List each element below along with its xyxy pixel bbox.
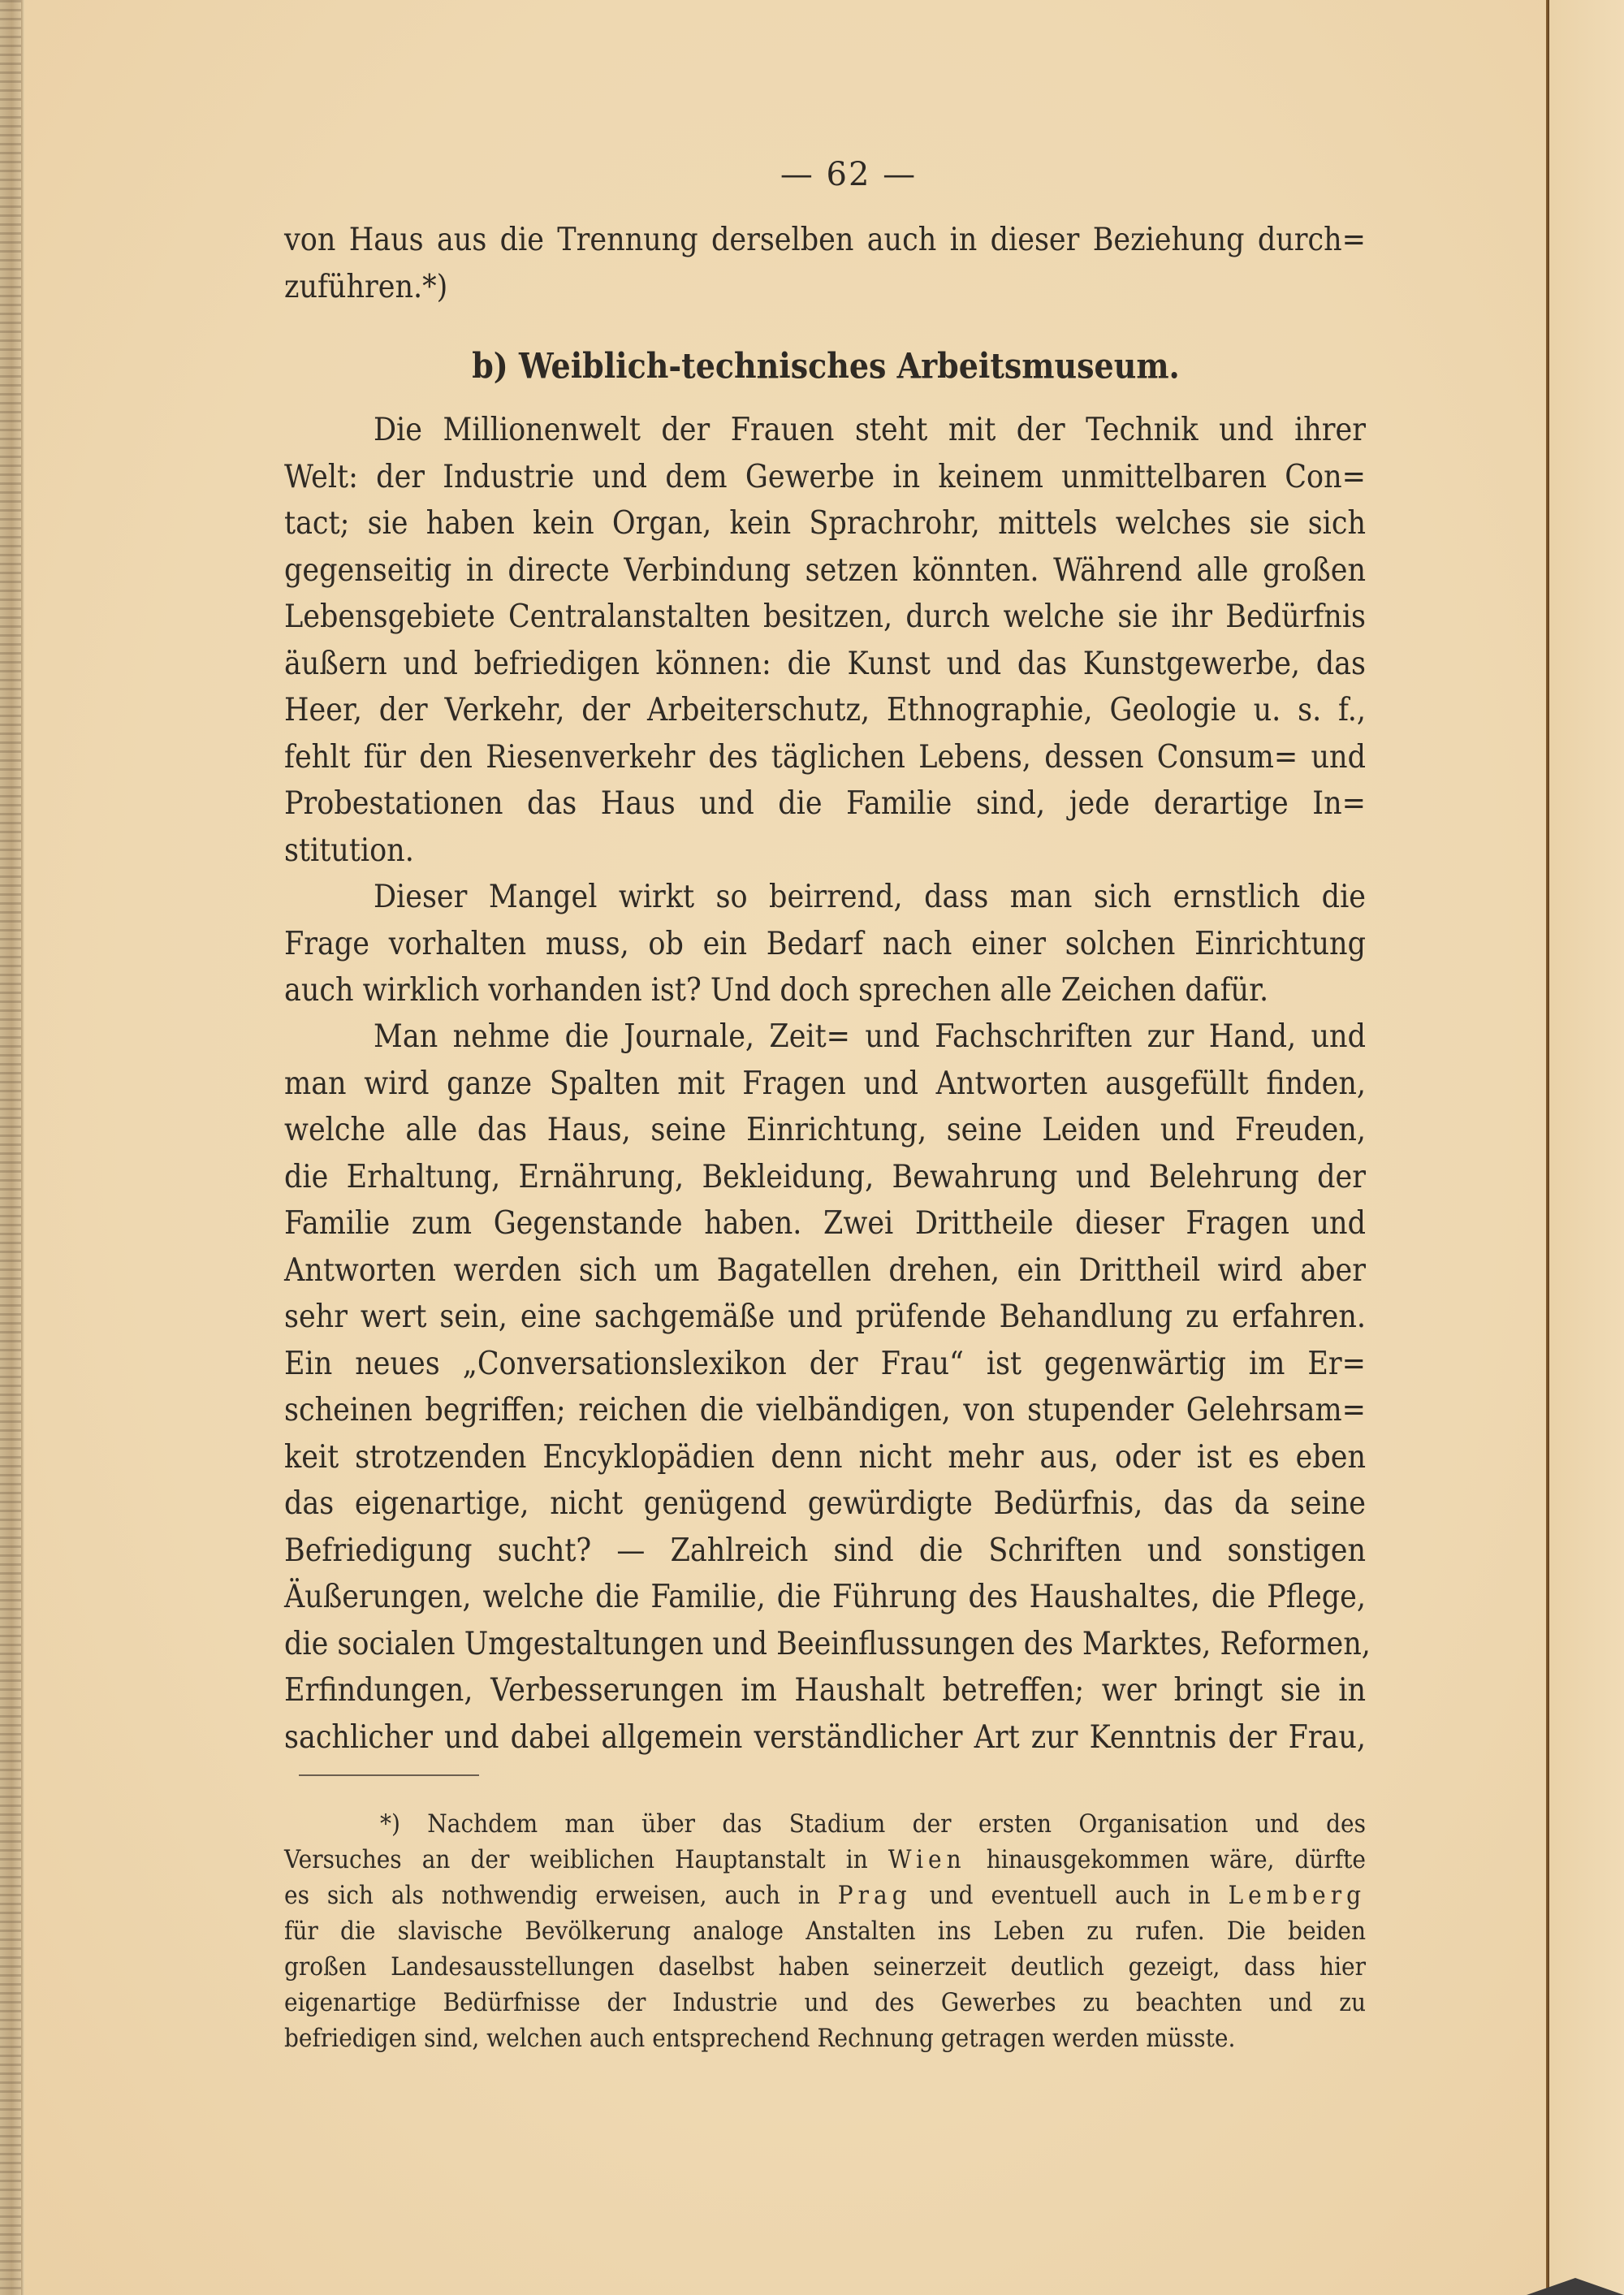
text-line: äußern und befriedigen können: die Kunst und das Kunstgewerbe, das bbox=[284, 646, 1366, 682]
text-line: auch wirklich vorhanden ist? Und doch sprechen alle Zeichen dafür. bbox=[284, 972, 1269, 1009]
continuation-text bbox=[284, 218, 1366, 311]
place-name-lemberg: Lemberg bbox=[1228, 1880, 1367, 1910]
text-line: Antworten werden sich um Bagatellen drehen, ein Drittheil wird aber bbox=[284, 1252, 1366, 1289]
text-line: Erfindungen, Verbesserungen im Haushalt betreffen; wer bringt sie in bbox=[284, 1672, 1366, 1709]
paragraph-3 bbox=[284, 1014, 1371, 1761]
text-line: fehlt für den Riesenverkehr des täglichen Lebens, dessen Consum= und bbox=[284, 739, 1366, 776]
text-line: Die Millionenwelt der Frauen steht mit der Technik und ihrer bbox=[374, 412, 1366, 449]
text-line: zuführen.*) bbox=[284, 269, 448, 305]
text-line: welche alle das Haus, seine Einrichtung, seine Leiden und Freuden, bbox=[284, 1112, 1366, 1149]
text-line: das eigenartige, nicht genügend gewürdigte Bedürfnis, das da seine bbox=[284, 1485, 1366, 1523]
text-line: scheinen begriffen; reichen die vielbändigen, von stupender Gelehrsam= bbox=[284, 1392, 1366, 1429]
text-line: sachlicher und dabei allgemein verständlicher Art zur Kenntnis der Frau, bbox=[284, 1719, 1366, 1756]
footnote-text: Versuches an der weiblichen Hauptanstalt in bbox=[284, 1844, 868, 1874]
footnote-text: und eventuell auch in bbox=[929, 1880, 1211, 1910]
text-line: Äußerungen, welche die Familie, die Führung des Haushaltes, die Pflege, bbox=[284, 1579, 1366, 1616]
footnote-line: *) Nachdem man über das Stadium der ersten Organisation und des bbox=[380, 1809, 1366, 1839]
text-line: Lebensgebiete Centralanstalten besitzen, durch welche sie ihr Bedürfnis bbox=[284, 599, 1366, 636]
binding-margin bbox=[0, 0, 21, 2295]
text-line: tact; sie haben kein Organ, kein Sprachrohr, mittels welches sie sich bbox=[284, 505, 1366, 542]
text-line: die socialen Umgestaltungen und Beeinflussungen des Marktes, Reformen, bbox=[284, 1626, 1371, 1662]
footnote-line bbox=[284, 1876, 1366, 1915]
text-line: Frage vorhalten muss, ob ein Bedarf nach einer solchen Einrichtung bbox=[284, 926, 1366, 962]
footnote bbox=[284, 1806, 1366, 2056]
text-line: Dieser Mangel wirkt so beirrend, dass man sich ernstlich die bbox=[374, 879, 1366, 916]
paragraph-1 bbox=[284, 408, 1366, 875]
footnote-line: großen Landesausstellungen daselbst haben seinerzeit deutlich gezeigt, dass hier bbox=[284, 1951, 1366, 1982]
text-line: man wird ganze Spalten mit Fragen und Antworten ausgefüllt finden, bbox=[284, 1065, 1366, 1102]
footnote-text: es sich als nothwendig erweisen, auch in bbox=[284, 1880, 820, 1910]
footnote-line: befriedigen sind, welchen auch entsprechend Rechnung getragen werden müsste. bbox=[284, 2023, 1236, 2053]
text-line: Familie zum Gegenstande haben. Zwei Drittheile dieser Fragen und bbox=[284, 1205, 1366, 1243]
footnote-line: eigenartige Bedürfnisse der Industrie und des Gewerbes zu beachten und zu bbox=[284, 1987, 1366, 2017]
place-name-prag: Prag bbox=[837, 1880, 912, 1910]
next-leaf-edge bbox=[1549, 0, 1624, 2295]
text-line: Welt: der Industrie und dem Gewerbe in keinem unmittelbaren Con= bbox=[284, 459, 1366, 495]
text-line: stitution. bbox=[284, 832, 414, 869]
section-heading: b) Weiblich-technisches Arbeitsmuseum. bbox=[472, 345, 1180, 387]
text-line: die Erhaltung, Ernährung, Bekleidung, Bewahrung und Belehrung der bbox=[284, 1159, 1366, 1195]
place-name-wien: Wien bbox=[888, 1844, 966, 1874]
paragraph-2 bbox=[284, 875, 1366, 1015]
text-line: sehr wert sein, eine sachgemäße und prüfende Behandlung zu erfahren. bbox=[284, 1299, 1366, 1336]
text-line: Ein neues „Conversationslexikon der Frau“ ist gegenwärtig im Er= bbox=[284, 1346, 1366, 1382]
footnote-line bbox=[284, 1840, 1366, 1879]
text-line: Befriedigung sucht? — Zahlreich sind die Schriften und sonstigen bbox=[284, 1532, 1366, 1569]
page-number: — 62 — bbox=[780, 156, 918, 193]
footnote-text: hinausgekommen wäre, dürfte bbox=[986, 1844, 1367, 1874]
text-line: von Haus aus die Trennung derselben auch in dieser Beziehung durch= bbox=[284, 222, 1366, 259]
footnote-line: für die slavische Bevölkerung analoge Anstalten ins Leben zu rufen. Die beiden bbox=[284, 1916, 1366, 1946]
text-line: Probestationen das Haus und die Familie sind, jede derartige In= bbox=[284, 785, 1366, 823]
binding-edge bbox=[21, 0, 24, 2295]
text-line: Heer, der Verkehr, der Arbeiterschutz, Ethnographie, Geologie u. s. f., bbox=[284, 692, 1366, 729]
text-line: gegenseitig in directe Verbindung setzen könnten. Während alle großen bbox=[284, 552, 1366, 589]
text-line: Man nehme die Journale, Zeit= und Fachschriften zur Hand, und bbox=[374, 1018, 1366, 1056]
footnote-divider bbox=[299, 1774, 479, 1776]
text-line: keit strotzenden Encyklopädien denn nicht mehr aus, oder ist es eben bbox=[284, 1439, 1366, 1476]
